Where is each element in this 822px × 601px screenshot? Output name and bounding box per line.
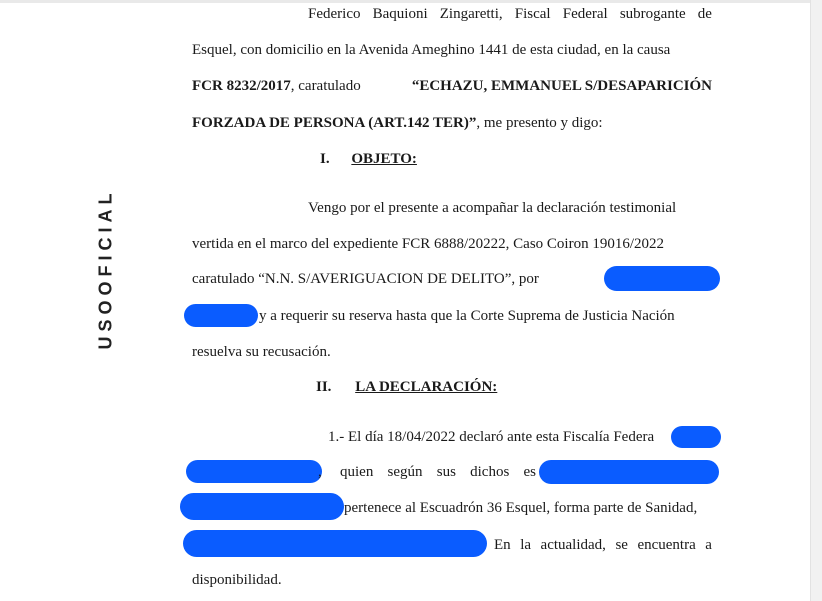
para2-line4: y a requerir su reserva hasta que la Corte Suprema de Justicia Nación <box>259 308 675 324</box>
para1-line2: Esquel, con domicilio en la Avenida Ameghino 1441 de esta ciudad, en la causa <box>192 42 671 58</box>
section1-number: I. <box>320 151 330 167</box>
para3-line3: pertenece al Escuadrón 36 Esquel, forma parte de Sanidad, <box>344 500 698 516</box>
section1-title: OBJETO: <box>351 151 417 167</box>
para2-line1: Vengo por el presente a acompañar la declaración testimonial <box>308 200 677 216</box>
para2-line2: vertida en el marco del expediente FCR 6888/20222, Caso Coiron 19016/2022 <box>192 236 665 252</box>
side-watermark-text: USOOFICIAL <box>95 188 116 349</box>
para1-line1: Federico Baquioni Zingaretti, Fiscal Federal subrogante de <box>308 6 712 22</box>
para3-line1: 1.- El día 18/04/2022 declaró ante esta Fiscalía Federa <box>328 429 655 445</box>
para1-line3: FCR 8232/2017, caratulado “ECHAZU, EMMANUEL S/DESAPARICIÓN <box>192 78 712 94</box>
redaction-block <box>180 493 344 520</box>
para2-line5: resuelva su recusación. <box>192 344 331 360</box>
redaction-block <box>186 460 322 483</box>
section2-heading <box>316 378 497 396</box>
section2-title: LA DECLARACIÓN: <box>355 379 498 395</box>
side-watermark <box>86 186 126 351</box>
viewer-right-edge <box>810 0 822 601</box>
para3-line5: disponibilidad. <box>192 572 282 588</box>
redaction-block <box>671 426 721 448</box>
page-top-border <box>0 0 822 3</box>
para3-line2-comma: , <box>318 464 322 480</box>
redaction-block <box>183 530 487 557</box>
redaction-block <box>539 460 719 484</box>
para2-line3: caratulado “N.N. S/AVERIGUACION DE DELITO”, por <box>192 271 539 287</box>
para3-line4-text: En la actualidad, se encuentra a <box>494 537 712 553</box>
section1-heading <box>320 150 417 168</box>
para1-line4: FORZADA DE PERSONA (ART.142 TER)”, me presento y digo: <box>192 115 603 131</box>
para3-line2-text: quien según sus dichos es <box>340 464 536 480</box>
redaction-block <box>184 304 258 327</box>
section2-number: II. <box>316 379 332 395</box>
redaction-block <box>604 266 720 291</box>
